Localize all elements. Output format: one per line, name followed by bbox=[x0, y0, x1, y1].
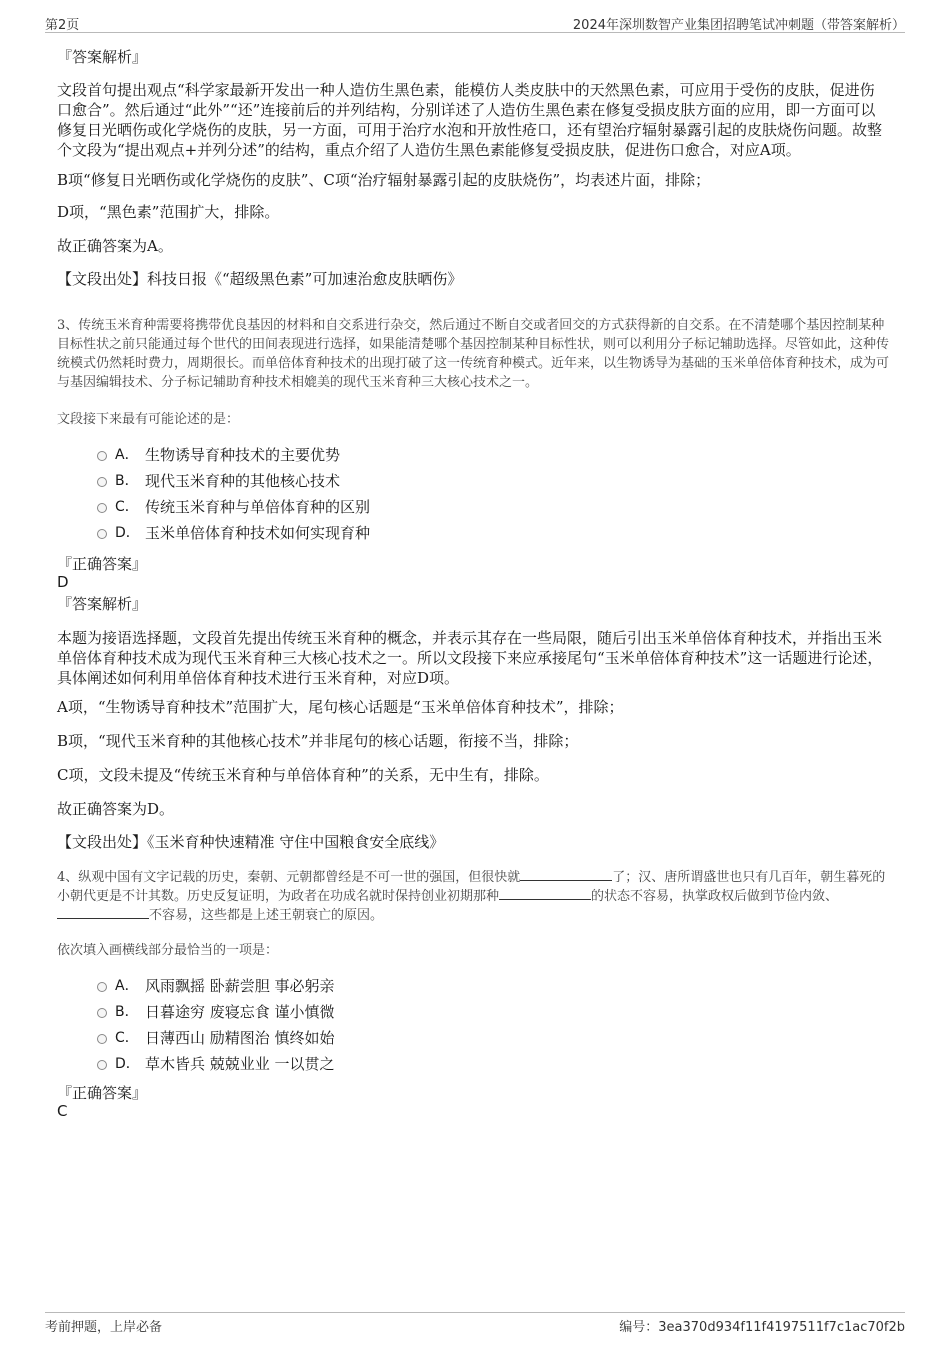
option-letter: A． bbox=[115, 447, 139, 463]
q3-analysis-label: 『答案解析』 bbox=[57, 595, 148, 613]
q3-question: 文段接下来最有可能论述的是： bbox=[57, 412, 240, 427]
q4-stem-part-2: 了；汉、唐所谓盛世也只有几百年，朝生暮死的小朝代更是不计其数。历史反复证明，为政者在功成名就时保持创业初期那种 bbox=[57, 870, 886, 904]
q2-analysis-label: 『答案解析』 bbox=[57, 48, 148, 66]
q2-analysis-d: D项，“黑色素”范围扩大，排除。 bbox=[57, 203, 280, 221]
option-text: 玉米单倍体育种技术如何实现育种 bbox=[145, 524, 371, 542]
q4-stem-part-4: 不容易，这些都是上述王朝衰亡的原因。 bbox=[149, 908, 384, 923]
q3-analysis-text: 本题为接语选择题，文段首先提出传统玉米育种的概念，并表示其存在一些局限，随后引出玉米单倍体育种技术，并指出玉米单倍体育种技术成为现代玉米育种三大核心技术之一。所以文段接下来应承接尾句“玉米单倍体育种技术”这一话题进行论述，具体阐述如何利用单倍体育种技术进行玉米育种，对应D项。 bbox=[57, 629, 883, 687]
radio-icon[interactable] bbox=[97, 477, 107, 487]
option-text: 日薄西山 励精图治 慎终如始 bbox=[145, 1029, 335, 1047]
option-letter: A． bbox=[115, 978, 139, 994]
page-number: 第2页 bbox=[45, 18, 80, 33]
footer-code bbox=[619, 1316, 905, 1335]
q2-analysis-text: 文段首句提出观点“科学家最新开发出一种人造仿生黑色素，能模仿人类皮肤中的天然黑色素，可应用于受伤的皮肤，促进伤口愈合”。然后通过“此外”“还”连接前后的并列结构，分别详述了人造仿生黑色素在修复受损皮肤方面的应用，即一方面可以修复日光晒伤或化学烧伤的皮肤，另一方面，可用于治疗水泡和开放性疮口，还有望治疗辐射暴露引起的皮肤烧伤问题。故整个文段为“提出观点+并列分述”的结构，重点介绍了人造仿生黑色素能修复受损皮肤，促进伤口愈合，对应A项。 bbox=[57, 81, 883, 159]
document-title: 2024年深圳数智产业集团招聘笔试冲刺题（带答案解析） bbox=[572, 18, 905, 33]
radio-icon[interactable] bbox=[97, 529, 107, 539]
option-letter: C． bbox=[115, 1030, 139, 1046]
option-letter: B． bbox=[115, 473, 139, 489]
q2-source: 【文段出处】科技日报《“超级黑色素”可加速治愈皮肤晒伤》 bbox=[57, 270, 463, 288]
page-header bbox=[45, 14, 905, 33]
footer-code-value: 3ea370d934f11f4197511f7c1ac70f2b bbox=[658, 1320, 905, 1335]
q4-answer: C bbox=[57, 1102, 68, 1120]
option-text: 草木皆兵 兢兢业业 一以贯之 bbox=[145, 1055, 335, 1073]
radio-icon[interactable] bbox=[97, 1060, 107, 1070]
q4-stem-part-1: 4、纵观中国有文字记载的历史，秦朝、元朝都曾经是不可一世的强国，但很快就 bbox=[57, 870, 521, 885]
page-footer bbox=[45, 1312, 905, 1333]
footer-code-label: 编号： bbox=[619, 1320, 659, 1335]
option-text: 风雨飘摇 卧薪尝胆 事必躬亲 bbox=[145, 977, 335, 995]
q4-blank-2 bbox=[499, 887, 591, 900]
q3-source: 【文段出处】《玉米育种快速精准 守住中国粮食安全底线》 bbox=[57, 833, 445, 851]
q3-answer-label: 『正确答案』 bbox=[57, 555, 148, 573]
q4-blank-1 bbox=[520, 868, 612, 881]
option-text: 传统玉米育种与单倍体育种的区别 bbox=[145, 498, 371, 516]
option-letter: C． bbox=[115, 499, 139, 515]
q4-stem bbox=[57, 868, 889, 925]
q3-answer: D bbox=[57, 573, 69, 591]
q3-final-answer: 故正确答案为D。 bbox=[57, 800, 175, 818]
radio-icon[interactable] bbox=[97, 982, 107, 992]
q2-analysis-bc: B项“修复日光晒伤或化学烧伤的皮肤”、C项“治疗辐射暴露引起的皮肤烧伤”，均表述片面，排除； bbox=[57, 171, 711, 189]
q3-analysis-a: A项，“生物诱导育种技术”范围扩大，尾句核心话题是“玉米单倍体育种技术”，排除； bbox=[57, 698, 624, 716]
radio-icon[interactable] bbox=[97, 503, 107, 513]
option-letter: D． bbox=[115, 1056, 140, 1072]
q4-answer-label: 『正确答案』 bbox=[57, 1084, 148, 1102]
radio-icon[interactable] bbox=[97, 451, 107, 461]
footer-slogan: 考前押题，上岸必备 bbox=[45, 1320, 163, 1335]
q3-stem: 3、传统玉米育种需要将携带优良基因的材料和自交系进行杂交，然后通过不断自交或者回交的方式获得新的自交系。在不清楚哪个基因控制某种目标性状之前只能通过每个世代的田间表现进行选择，如果能清楚哪个基因控制某种目标性状，则可以利用分子标记辅助选择。尽管如此，这种传统模式仍然耗时费力，周期很长。而单倍体育种技术的出现打破了这一传统育种模式。近年来，以生物诱导为基础的玉米单倍体育种技术，成为可与基因编辑技术、分子标记辅助育种技术相媲美的现代玉米育种三大核心技术之一。 bbox=[57, 318, 890, 390]
option-text: 现代玉米育种的其他核心技术 bbox=[145, 472, 341, 490]
q3-analysis-c: C项，文段未提及“传统玉米育种与单倍体育种”的关系，无中生有，排除。 bbox=[57, 766, 549, 784]
q3-analysis-b: B项，“现代玉米育种的其他核心技术”并非尾句的核心话题，衔接不当，排除； bbox=[57, 732, 579, 750]
q2-final-answer: 故正确答案为A。 bbox=[57, 237, 173, 255]
q4-question: 依次填入画横线部分最恰当的一项是： bbox=[57, 943, 279, 958]
option-letter: B． bbox=[115, 1004, 139, 1020]
option-text: 生物诱导育种技术的主要优势 bbox=[145, 446, 341, 464]
option-text: 日暮途穷 废寝忘食 谨小慎微 bbox=[145, 1003, 335, 1021]
q4-stem-part-3: 的状态不容易，执掌政权后做到节俭内敛、 bbox=[591, 889, 839, 904]
radio-icon[interactable] bbox=[97, 1008, 107, 1018]
option-letter: D． bbox=[115, 525, 140, 541]
q4-blank-3 bbox=[57, 906, 149, 919]
radio-icon[interactable] bbox=[97, 1034, 107, 1044]
